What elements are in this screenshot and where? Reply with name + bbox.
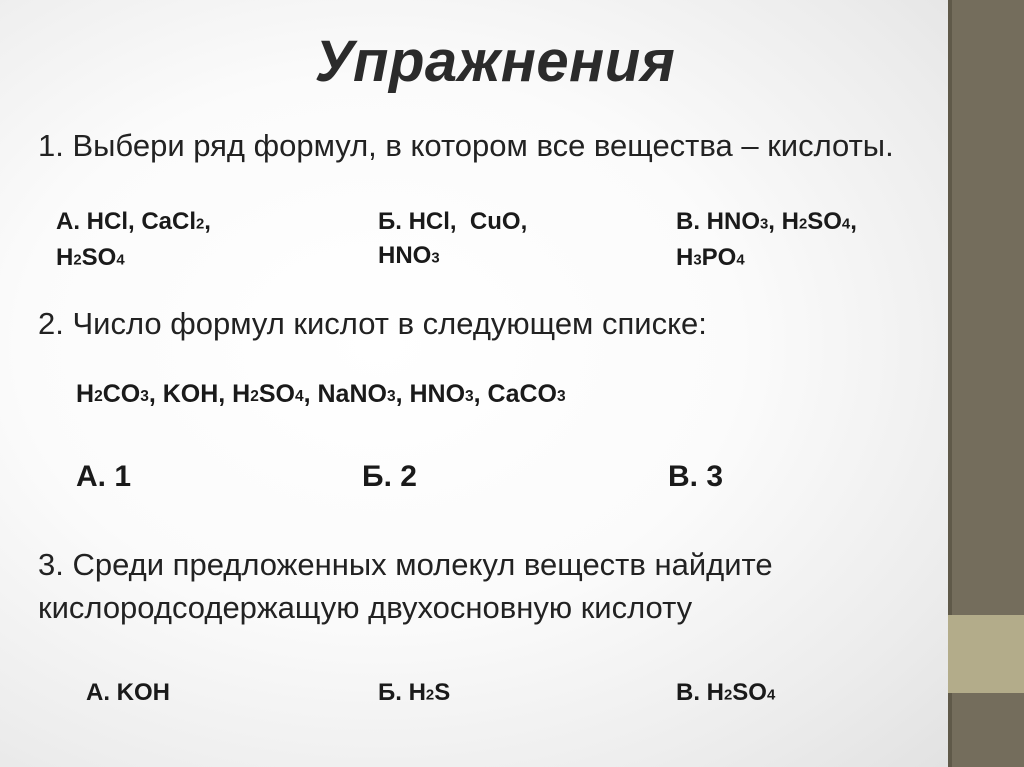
q1-option-a-line2: H2SO4 bbox=[56, 244, 125, 272]
q1-option-c-line2: H3PO4 bbox=[676, 244, 745, 272]
q1-option-b-line1: Б. HCl, CuO, bbox=[378, 208, 528, 235]
q3-option-a: А. KOH bbox=[86, 679, 170, 706]
q3-option-c: В. H2SO4 bbox=[676, 679, 776, 706]
q3-option-b: Б. H2S bbox=[378, 679, 451, 706]
q1-option-a bbox=[56, 205, 211, 278]
q2-option-b: Б. 2 bbox=[362, 460, 417, 493]
q2-option-a: А. 1 bbox=[76, 460, 132, 493]
q1-option-b bbox=[378, 205, 527, 275]
sidebar-accent-block bbox=[948, 615, 1024, 693]
q1-option-a-line1: А. HCl, CaCl2, bbox=[56, 208, 211, 235]
question-1-text: 1. Выбери ряд формул, в котором все вещества – кислоты. bbox=[38, 128, 894, 163]
question-3-text-line1: 3. Среди предложенных молекул веществ найдите bbox=[38, 547, 773, 582]
q2-option-c: В. 3 bbox=[668, 460, 724, 493]
q1-option-b-line2: HNO3 bbox=[378, 242, 440, 269]
question-2-text: 2. Число формул кислот в следующем списке: bbox=[38, 306, 707, 341]
q1-option-c bbox=[676, 205, 857, 278]
question-3-text-line2: кислородсодержащую двухосновную кислоту bbox=[38, 590, 693, 625]
q2-formula-list: H2CO3, KOH, H2SO4, NaNO3, HNO3, CaCO3 bbox=[76, 380, 566, 408]
slide-title: Упражнения bbox=[314, 29, 676, 94]
q1-option-c-line1: В. HNO3, H2SO4, bbox=[676, 208, 857, 235]
